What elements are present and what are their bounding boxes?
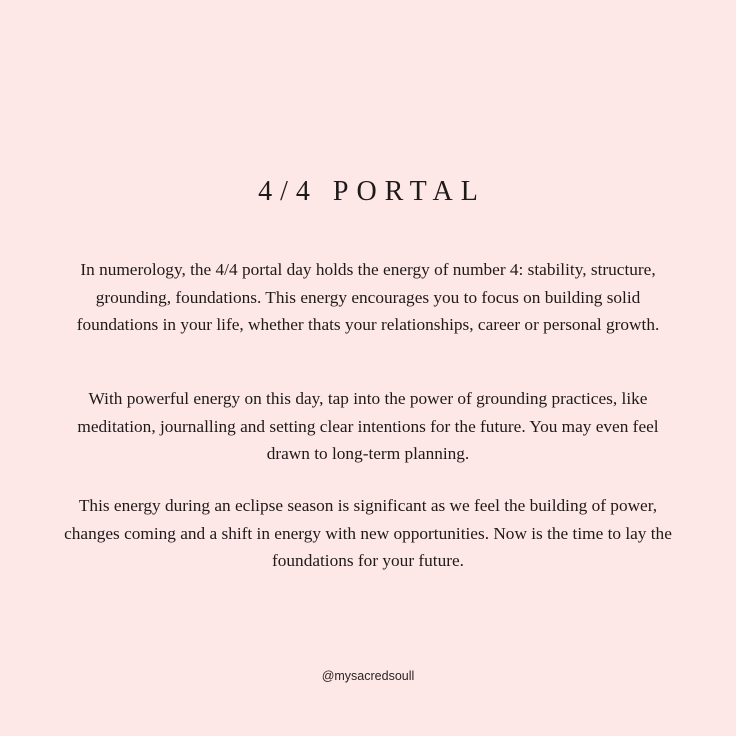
paragraph-eclipse-season: This energy during an eclipse season is significant as we feel the building of power, changes coming and a shift in energy with new opportunities. Now is the time to lay the foundations for your future.: [64, 496, 672, 570]
paragraph-grounding-practices: With powerful energy on this day, tap into the power of grounding practices, like meditation, journalling and setting clear intentions for the future. You may even feel drawn to long-term planning.: [77, 389, 659, 463]
social-handle: @mysacredsoull: [321, 669, 415, 683]
page-title: 4/4 PORTAL: [258, 175, 486, 207]
paragraph-numerology: In numerology, the 4/4 portal day holds the energy of number 4: stability, structure, grounding, foundations. This energy encourages you to focus on building solid foundations in your life, whether thats your relationships, career or personal growth.: [76, 260, 660, 334]
